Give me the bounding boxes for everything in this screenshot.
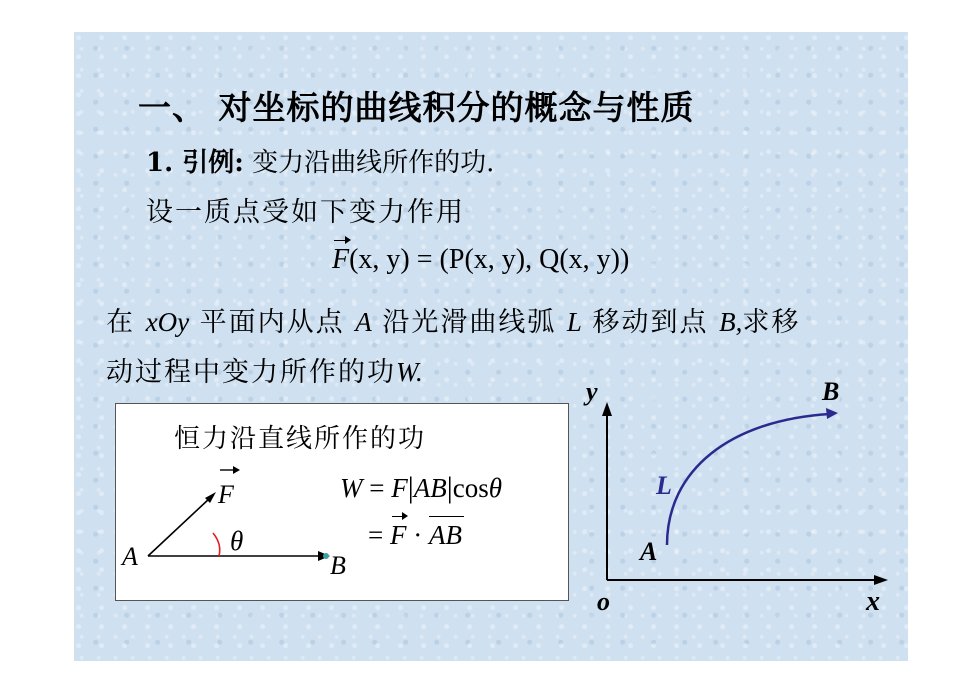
label-l: L: [656, 471, 672, 500]
label-theta: θ: [230, 526, 244, 556]
box-title: 恒力沿直线所作的功: [174, 424, 427, 454]
label-x: x: [866, 586, 880, 617]
endpoint-dot: [323, 553, 329, 559]
text-part: 移动到点: [581, 307, 720, 338]
text-part: 求移: [742, 307, 801, 338]
y-axis-arrowhead: [602, 402, 612, 416]
work-equation: W = F|AB|cosθ: [340, 471, 503, 504]
point-b: B,: [719, 307, 743, 337]
force-description: 设一质点受如下变力作用: [146, 197, 465, 228]
dot-product-equation: = F · AB: [368, 520, 462, 551]
vector-f: F: [332, 244, 350, 275]
angle-arc: [213, 533, 220, 556]
curve-arrowhead: [826, 408, 838, 419]
label-f: F: [218, 480, 234, 509]
curve-graph: [583, 377, 888, 617]
label-o: o: [597, 587, 610, 616]
label-b: B: [330, 551, 346, 580]
text-part: 平面内从点: [189, 307, 356, 338]
text-part: 在: [106, 307, 146, 338]
work-variable: W.: [396, 357, 423, 387]
force-formula-rest: (x, y) = (P(x, y), Q(x, y)): [349, 244, 630, 275]
curve-l: [667, 414, 830, 545]
point-a: A: [355, 307, 372, 337]
slide-title: 一、 对坐标的曲线积分的概念与性质: [138, 88, 695, 127]
label-y: y: [586, 377, 598, 406]
plane-name: xOy: [145, 307, 190, 337]
text-part: 动过程中变力所作的功: [106, 357, 396, 388]
intro-text: 变力沿曲线所作的功.: [252, 148, 495, 178]
force-vector-diagram: [120, 466, 346, 580]
curve-l: L: [566, 307, 582, 337]
text-part: 沿光滑曲线弧: [371, 307, 567, 338]
force-arrow-line: [148, 498, 210, 556]
label-b: B: [822, 377, 840, 406]
label-a: A: [640, 537, 658, 566]
label-a: A: [122, 542, 138, 571]
intro-number: 1. 引例:: [146, 148, 244, 178]
x-axis-arrowhead: [874, 575, 888, 585]
